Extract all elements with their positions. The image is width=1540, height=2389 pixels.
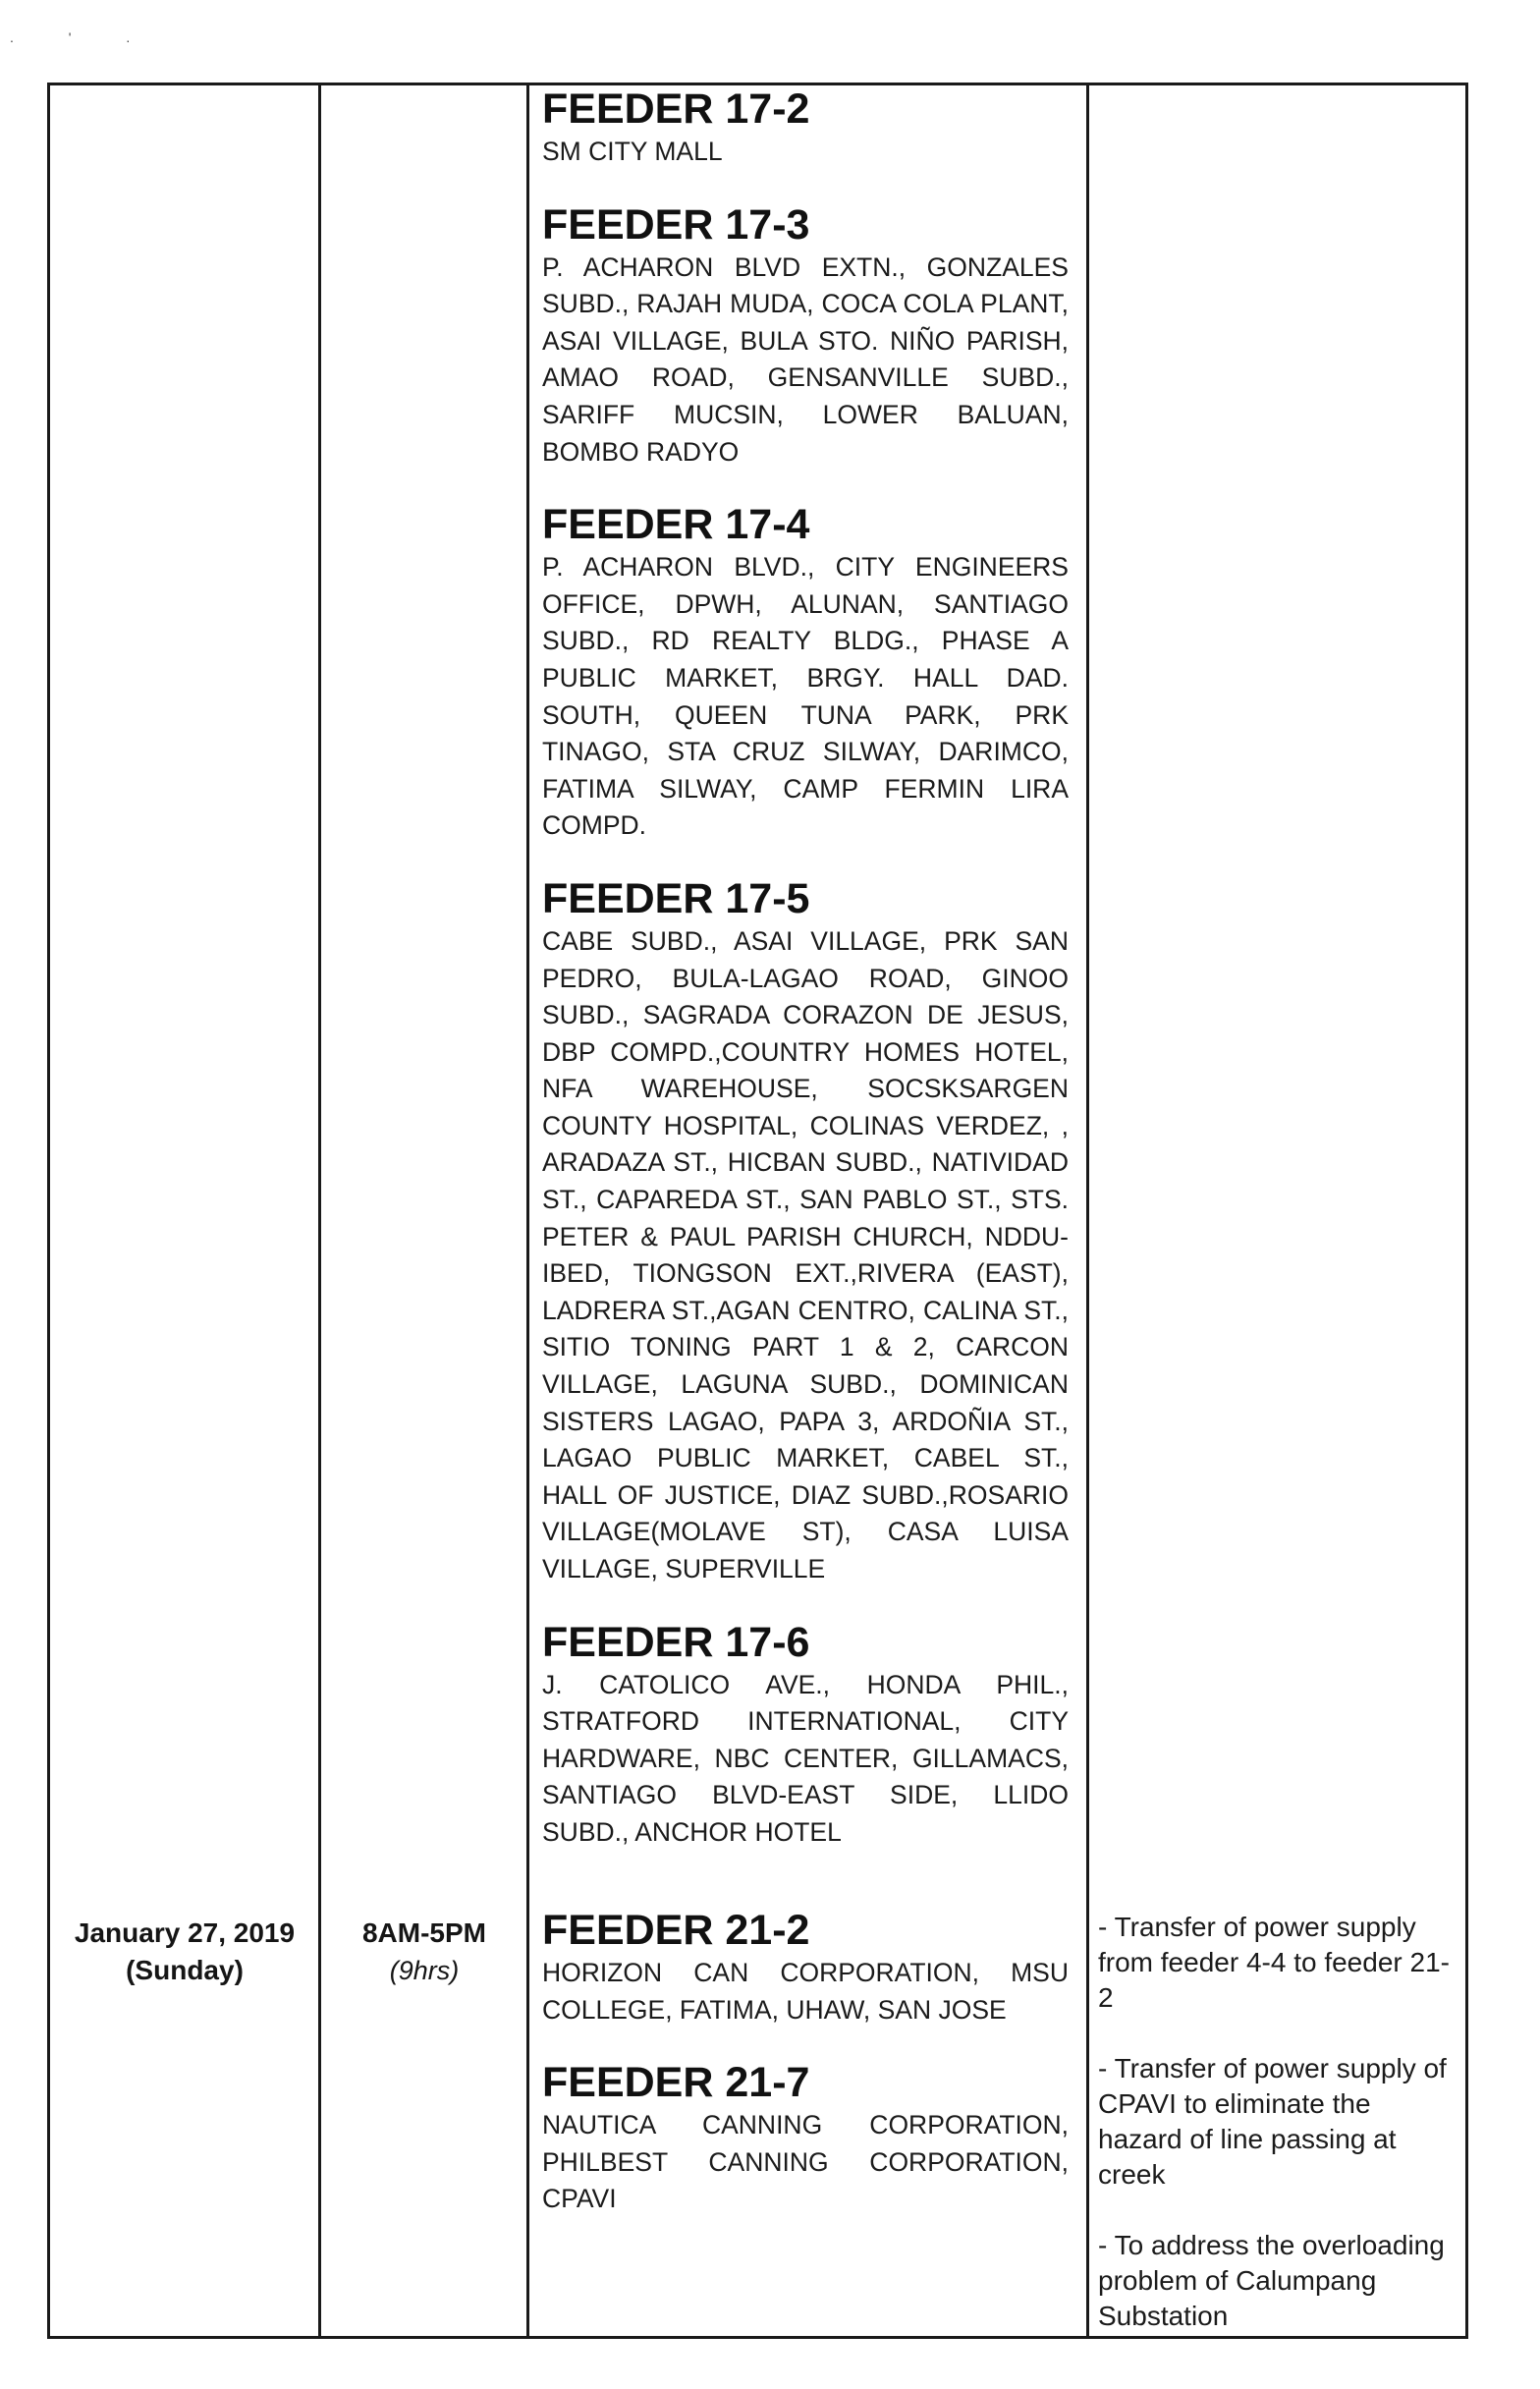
table-left-border: [47, 83, 50, 2339]
table-right-border: [1465, 83, 1468, 2339]
remark-item: - To address the overloading problem of Calumpang Substation: [1098, 2230, 1445, 2331]
column-divider-areas-remarks: [1086, 83, 1089, 2339]
remark-item: - Transfer of power supply of CPAVI to eliminate the hazard of line passing at creek: [1098, 2053, 1447, 2190]
feeder-block: [542, 500, 1069, 845]
feeder-areas: CABE SUBD., ASAI VILLAGE, PRK SAN PEDRO, BULA-LAGAO ROAD, GINOO SUBD., SAGRADA CORAZON DE JESUS, DBP COMPD.,COUNTRY HOMES HOTEL, NFA WAREHOUSE, SOCSKSARGEN COUNTY HOSPITAL, COLINAS VERDEZ, , ARADAZA ST., HICBAN SUBD., NATIVIDAD ST., CAPAREDA ST., SAN PABLO ST., STS. PETER & PAUL PARISH CHURCH, NDDU-IBED, TIONGSON EXT.,RIVERA (EAST), LADRERA ST.,AGAN CENTRO, CALINA ST., SITIO TONING PART 1 & 2, CARCON VILLAGE, LAGUNA SUBD., DOMINICAN SISTERS LAGAO, PAPA 3, ARDOÑIA ST., LAGAO PUBLIC MARKET, CABEL ST., HALL OF JUSTICE, DIAZ SUBD.,ROSARIO VILLAGE(MOLAVE ST), CASA LUISA VILLAGE, SUPERVILLE: [542, 925, 1069, 1583]
feeder-title: FEEDER 17-4: [542, 501, 810, 549]
feeder-title: FEEDER 17-5: [542, 874, 810, 922]
schedule-date: January 27, 2019: [74, 1917, 296, 1948]
feeder-block: [542, 200, 1069, 472]
feeder-block: [542, 874, 1069, 1588]
schedule-day: (Sunday): [126, 1955, 244, 1985]
time-cell: [322, 1915, 526, 1989]
feeder-areas: P. ACHARON BLVD EXTN., GONZALES SUBD., RAJAH MUDA, COCA COLA PLANT, ASAI VILLAGE, BULA STO. NIÑO PARISH, AMAO ROAD, GENSANVILLE SUBD., SARIFF MUCSIN, LOWER BALUAN, BOMBO RADYO: [542, 251, 1069, 467]
feeder-areas: SM CITY MALL: [542, 137, 723, 166]
feeder-areas: P. ACHARON BLVD., CITY ENGINEERS OFFICE, DPWH, ALUNAN, SANTIAGO SUBD., RD REALTY BLDG., PHASE A PUBLIC MARKET, BRGY. HALL DAD. SOUTH, QUEEN TUNA PARK, PRK TINAGO, STA CRUZ SILWAY, DARIMCO, FATIMA SILWAY, CAMP FERMIN LIRA COMPD.: [542, 552, 1069, 841]
date-cell: [51, 1915, 318, 1989]
feeder-block: [542, 2058, 1069, 2218]
table-bottom-border: [47, 2336, 1467, 2339]
feeder-title: FEEDER 21-2: [542, 1907, 810, 1954]
feeder-title: FEEDER 17-2: [542, 85, 810, 133]
feeder-areas: J. CATOLICO AVE., HONDA PHIL., STRATFORD INTERNATIONAL, CITY HARDWARE, NBC CENTER, GILLAMACS, SANTIAGO BLVD-EAST SIDE, LLIDO SUBD., ANCHOR HOTEL: [542, 1669, 1069, 1847]
feeder-title: FEEDER 17-3: [542, 200, 810, 249]
scan-specks: . ' .: [10, 29, 156, 45]
column-divider-date-time: [318, 83, 321, 2339]
feeder-block: [542, 84, 1069, 171]
feeder-block: [542, 1906, 1069, 2028]
schedule-time: 8AM-5PM: [361, 1917, 486, 1948]
feeder-block: [542, 1618, 1069, 1852]
feeder-title: FEEDER 21-7: [542, 2059, 810, 2107]
affected-areas-cell-row: [542, 1906, 1069, 2218]
column-divider-time-areas: [526, 83, 529, 2339]
remark-item: - Transfer of power supply from feeder 4-4 to feeder 21-2: [1098, 1912, 1450, 2013]
schedule-duration: (9hrs): [389, 1956, 460, 1985]
remarks-cell: [1098, 1910, 1458, 2334]
feeder-areas: NAUTICA CANNING CORPORATION, PHILBEST CANNING CORPORATION, CPAVI: [542, 2110, 1069, 2214]
affected-areas-cell: [542, 84, 1069, 1852]
feeder-title: FEEDER 17-6: [542, 1618, 810, 1666]
feeder-areas: HORIZON CAN CORPORATION, MSU COLLEGE, FATIMA, UHAW, SAN JOSE: [542, 1958, 1069, 2025]
